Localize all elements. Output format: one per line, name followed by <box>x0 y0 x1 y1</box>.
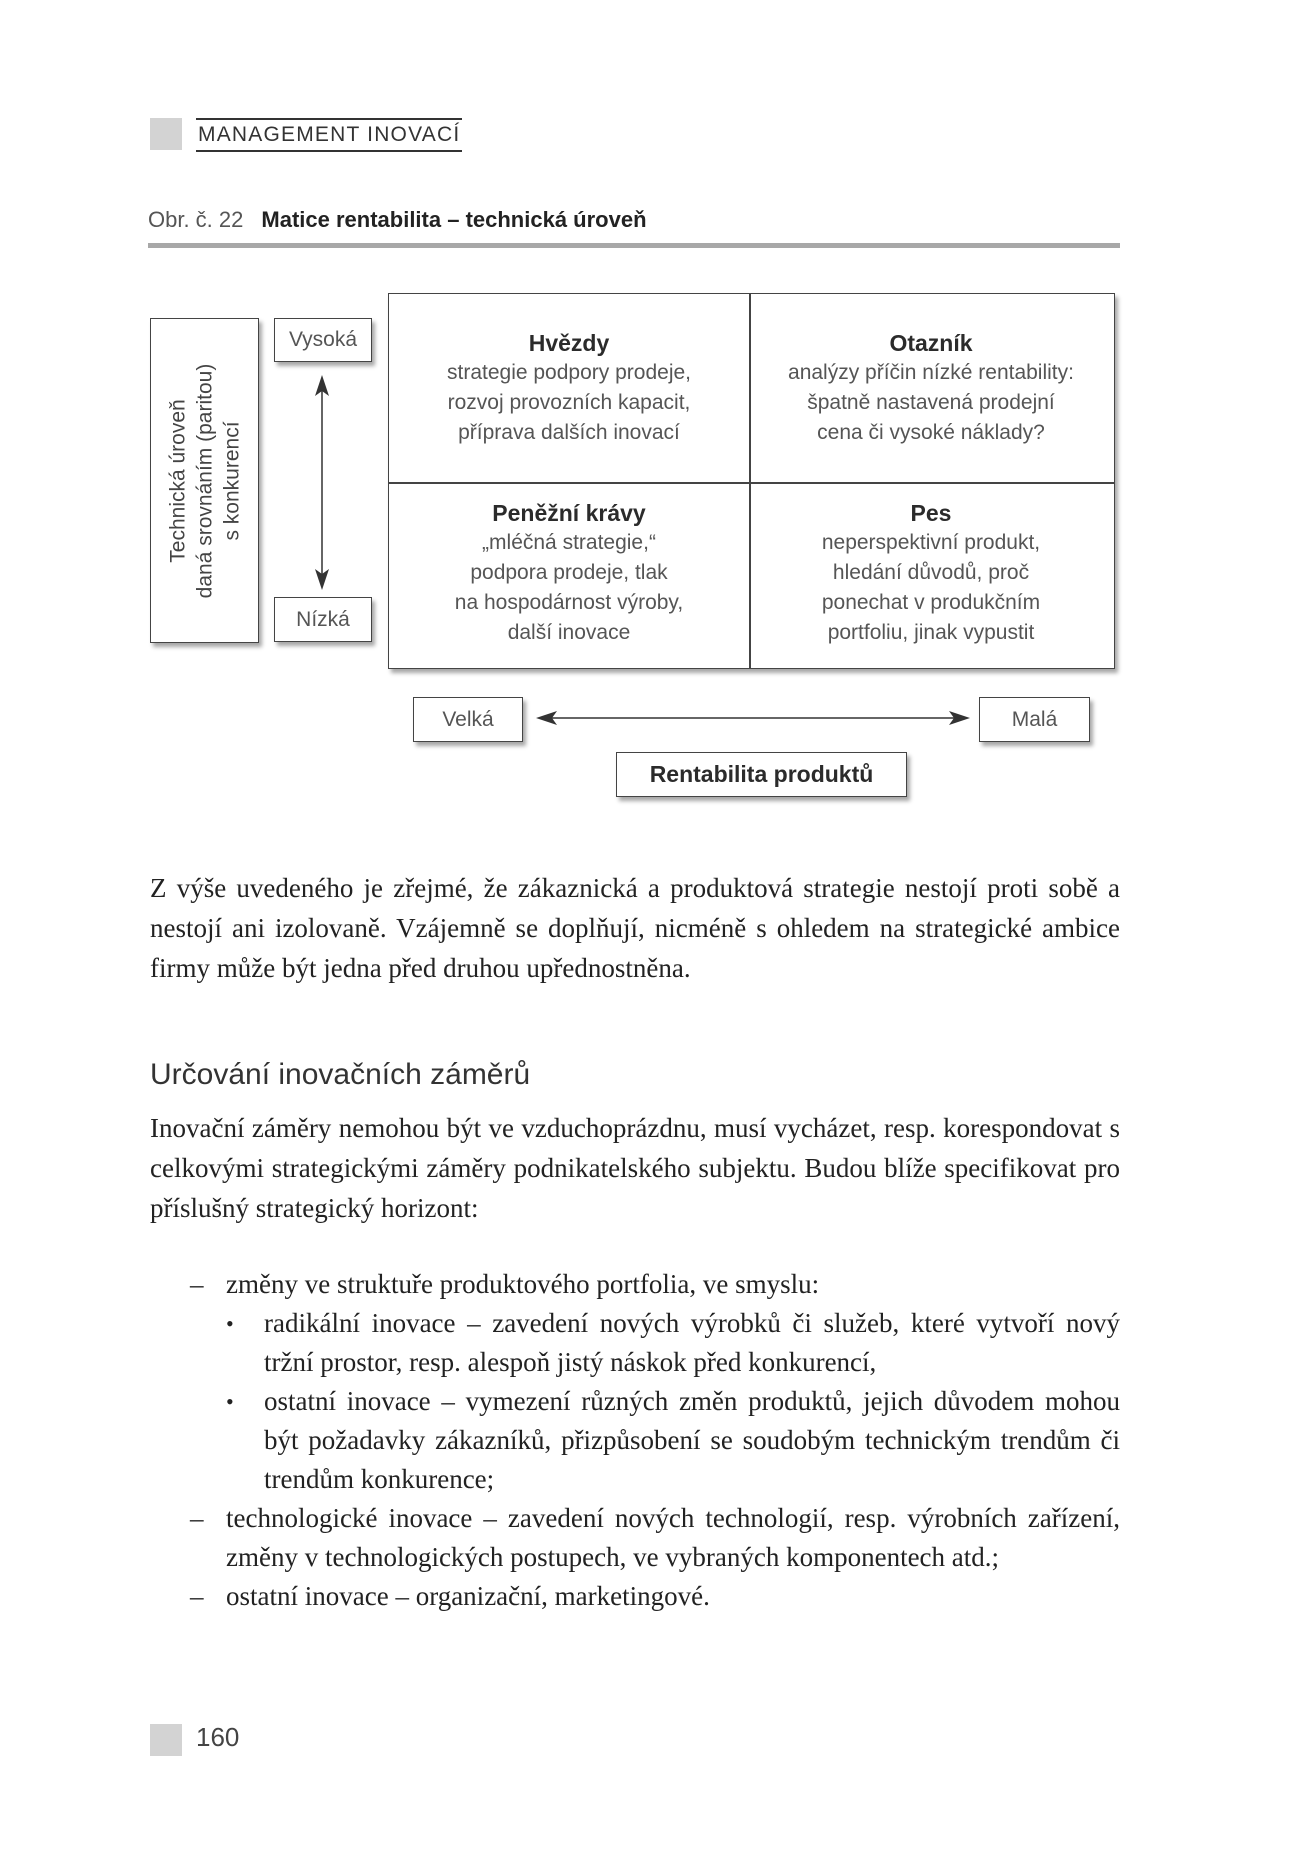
quadrant-line: cena či vysoké náklady? <box>817 421 1045 444</box>
list-item <box>150 1265 1120 1499</box>
list-item-text: ostatní inovace – organizační, marketingové. <box>226 1581 710 1611</box>
list-item <box>150 1577 1120 1616</box>
vertical-double-arrow-icon <box>315 375 329 590</box>
list-item <box>150 1499 1120 1577</box>
quadrant-line: ponechat v produkčním <box>821 591 1041 614</box>
bullet-marker: • <box>226 1311 234 1336</box>
quadrant-line: portfoliu, jinak vypustit <box>827 621 1035 644</box>
figure-caption <box>148 207 647 233</box>
quadrant-title: Pes <box>910 500 952 526</box>
quadrant-line: hledání důvodů, proč <box>832 561 1030 584</box>
y-axis-high-label: Vysoká <box>274 318 372 362</box>
dash-marker: – <box>190 1581 204 1611</box>
dash-marker: – <box>190 1503 204 1533</box>
x-axis-title: Rentabilita produktů <box>616 752 907 797</box>
quadrant-line: neperspektivní produkt, <box>821 531 1041 554</box>
section-heading: Určování inovačních záměrů <box>150 1058 531 1091</box>
figure-number: Obr. č. 22 <box>148 207 244 232</box>
quadrant-question-mark <box>751 328 1111 448</box>
quadrant-line: na hospodárnost výroby, <box>454 591 684 614</box>
matrix-horizontal-divider <box>389 482 1114 484</box>
x-axis-left-label: Velká <box>413 697 523 742</box>
quadrant-line: podpora prodeje, tlak <box>470 561 668 584</box>
body-paragraph: Z výše uvedeného je zřejmé, že zákaznická a produktová strategie nestojí proti sobě a nestojí ani izolovaně. Vzájemně se doplňují, nicméně s ohledem na strategické ambice firmy může být jedna před druhou upřednostněna. <box>150 873 1120 983</box>
x-axis-right-label: Malá <box>979 697 1090 742</box>
bullet-list <box>150 1265 1120 1616</box>
list-item-text: technologické inovace – zavedení nových technologií, resp. výrobních zařízení, změny v technologických postupech, ve vybraných komponentech atd.; <box>226 1503 1120 1572</box>
sub-list <box>226 1304 1120 1499</box>
quadrant-title: Hvězdy <box>528 330 610 356</box>
y-axis-low-label: Nízká <box>274 597 372 642</box>
sub-list-item <box>226 1382 1120 1499</box>
matrix <box>388 293 1115 669</box>
y-axis-title-line: daná srovnáním (paritou) <box>193 363 216 598</box>
quadrant-line: příprava dalších inovací <box>458 421 680 444</box>
header-square-marker <box>150 118 182 150</box>
y-axis-title-line: Technická úroveň <box>166 398 189 563</box>
page-number: 160 <box>196 1722 240 1752</box>
sub-list-item-text: ostatní inovace – vymezení různých změn produktů, jejich důvodem mohou být požadavky zákazníků, přizpůsobení se soudobým technickým trendům či trendům konkurence; <box>264 1386 1120 1494</box>
quadrant-line: špatně nastavená prodejní <box>807 391 1055 414</box>
quadrant-line: „mléčná strategie,“ <box>482 531 656 554</box>
y-axis-title <box>164 363 245 598</box>
quadrant-cash-cows <box>389 498 749 648</box>
running-header-title: MANAGEMENT INOVACÍ <box>196 118 462 152</box>
dash-marker: – <box>190 1269 204 1299</box>
quadrant-line: strategie podpory prodeje, <box>447 361 691 384</box>
horizontal-double-arrow-icon <box>536 711 970 725</box>
quadrant-line: rozvoj provozních kapacit, <box>447 391 691 414</box>
y-axis-title-box <box>150 318 259 643</box>
quadrant-line: analýzy příčin nízké rentability: <box>788 361 1074 384</box>
bullet-marker: • <box>226 1389 234 1414</box>
footer-square-marker <box>150 1724 182 1756</box>
sub-list-item-text: radikální inovace – zavedení nových výrobků či služeb, které vytvoří nový tržní prostor, resp. alespoň jistý náskok před konkurencí, <box>264 1308 1120 1377</box>
figure-title: Matice rentabilita – technická úroveň <box>261 207 647 232</box>
quadrant-line: další inovace <box>507 621 631 644</box>
y-axis-title-line: s konkurencí <box>220 420 243 541</box>
body-paragraph: Inovační záměry nemohou být ve vzduchoprázdnu, musí vycházet, resp. korespondovat s celkovými strategickými záměry podnikatelského subjektu. Budou blíže specifikovat pro příslušný strategický horizont: <box>150 1113 1120 1223</box>
quadrant-stars <box>389 328 749 448</box>
figure-caption-rule <box>148 243 1120 248</box>
quadrant-title: Otazník <box>889 330 973 356</box>
list-item-text: změny ve struktuře produktového portfolia, ve smyslu: <box>226 1269 820 1299</box>
quadrant-title: Peněžní krávy <box>492 500 646 526</box>
sub-list-item <box>226 1304 1120 1382</box>
quadrant-dog <box>751 498 1111 648</box>
